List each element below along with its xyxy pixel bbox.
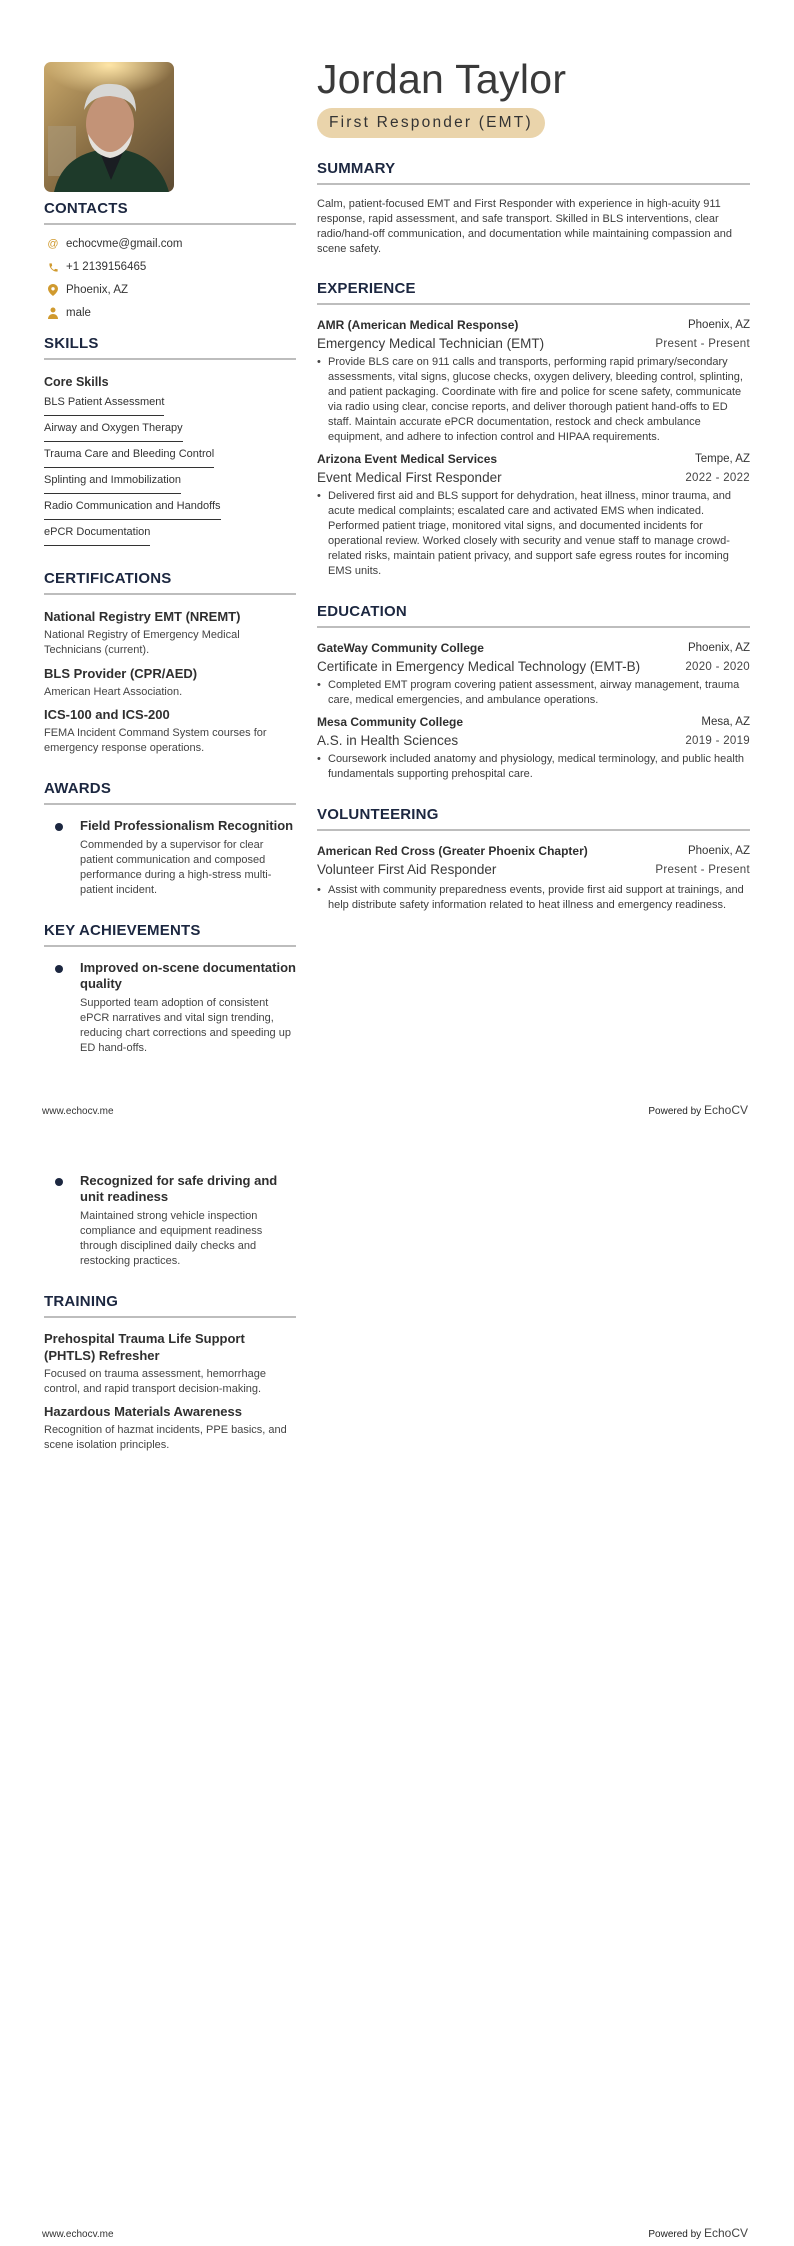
summary-text: Calm, patient-focused EMT and First Responder with experience in high-acuity 911 response, rapid assessment, and safe transport. Skilled in BLS interventions, clear radio/hand-off communication, and documentation while maintaining compassion and scene safety.: [317, 198, 732, 255]
education-bullet: • Completed EMT program covering patient assessment, airway management, trauma care, medical emergencies, and ambulance operations.: [317, 678, 750, 708]
contact-phone-text: +1 2139156465: [66, 261, 147, 273]
achievement-item: [44, 1173, 296, 1269]
volunteer-dates: Present - Present: [655, 864, 750, 876]
skill-item: Airway and Oxygen Therapy: [44, 420, 183, 442]
achievement-item: [44, 960, 296, 1056]
profile-photo: [44, 62, 174, 192]
training-title: Hazardous Materials Awareness: [44, 1404, 242, 1419]
education-dates: 2019 - 2019: [685, 735, 750, 747]
footer-site-link[interactable]: www.echocv.me: [42, 2229, 114, 2240]
contact-email[interactable]: [44, 236, 296, 252]
volunteering-entry: [317, 843, 750, 913]
employer-name: Arizona Event Medical Services: [317, 452, 498, 466]
employer-location: Phoenix, AZ: [687, 319, 750, 331]
brand-logo-text: EchoCV: [703, 2226, 748, 2240]
contact-location: [44, 282, 296, 298]
volunteer-location: Phoenix, AZ: [687, 845, 750, 857]
training-desc: Recognition of hazmat incidents, PPE basics, and scene isolation principles.: [44, 1424, 287, 1451]
footer-powered-by[interactable]: [648, 2226, 748, 2240]
education-heading: EDUCATION: [317, 603, 750, 628]
skills-list: [44, 394, 296, 550]
employer-name: AMR (American Medical Response): [317, 318, 519, 332]
job-dates: Present - Present: [655, 338, 750, 350]
achievements-heading: KEY ACHIEVEMENTS: [44, 922, 296, 947]
contact-phone[interactable]: [44, 259, 296, 275]
education-entry: [317, 640, 750, 708]
left-column-continued: [44, 1173, 296, 1453]
cert-desc: National Registry of Emergency Medical Technicians (current).: [44, 629, 240, 656]
volunteer-bullet: • Assist with community preparedness events, provide first aid support at trainings, and help distribute safety information related to heat illness and emergency readiness.: [317, 883, 750, 913]
footer-site-link[interactable]: www.echocv.me: [42, 1106, 114, 1117]
powered-by-text: Powered by: [648, 1106, 702, 1117]
cert-desc: American Heart Association.: [44, 686, 183, 698]
volunteer-role: Volunteer First Aid Responder: [317, 862, 497, 877]
contact-gender: [44, 305, 296, 321]
skill-item: ePCR Documentation: [44, 524, 150, 546]
achievement-title: Recognized for safe driving and unit readiness: [80, 1173, 278, 1204]
training-title: Prehospital Trauma Life Support (PHTLS) Refresher: [44, 1331, 245, 1363]
award-title: Field Professionalism Recognition: [80, 818, 294, 833]
school-name: Mesa Community College: [317, 715, 464, 729]
school-location: Phoenix, AZ: [687, 642, 750, 654]
skill-item: Trauma Care and Bleeding Control: [44, 446, 214, 468]
bullet-dot-icon: [55, 965, 63, 973]
achievement-title: Improved on-scene documentation quality: [80, 960, 296, 991]
contact-location-text: Phoenix, AZ: [66, 284, 129, 296]
skills-group-title: Core Skills: [44, 375, 109, 389]
brand-logo-text: EchoCV: [703, 1103, 748, 1117]
right-column: [317, 56, 750, 913]
degree: Certificate in Emergency Medical Technology (EMT-B): [317, 659, 641, 674]
person-icon: [47, 307, 59, 319]
contacts-list: [44, 236, 296, 321]
location-pin-icon: [47, 284, 59, 296]
bullet-dot-icon: [55, 1178, 63, 1186]
job-title-badge: First Responder (EMT): [317, 108, 545, 138]
contact-gender-text: male: [66, 307, 91, 319]
certifications-list: [44, 608, 296, 756]
certifications-heading: CERTIFICATIONS: [44, 570, 296, 595]
school-location: Mesa, AZ: [701, 716, 750, 728]
employer-location: Tempe, AZ: [695, 453, 750, 465]
job-dates: 2022 - 2022: [685, 472, 750, 484]
skills-heading: SKILLS: [44, 335, 296, 360]
awards-heading: AWARDS: [44, 780, 296, 805]
cert-title: ICS-100 and ICS-200: [44, 707, 170, 722]
candidate-name: Jordan Taylor: [317, 56, 567, 102]
degree: A.S. in Health Sciences: [317, 733, 459, 748]
training-heading: TRAINING: [44, 1293, 296, 1318]
award-desc: Commended by a supervisor for clear patient communication and composed performance during a high-stress multi-patient incident.: [80, 839, 272, 896]
experience-entry: [317, 317, 750, 445]
cert-desc: FEMA Incident Command System courses for emergency response operations.: [44, 727, 267, 754]
education-entry: [317, 714, 750, 782]
contact-email-text: echocvme@gmail.com: [66, 238, 183, 250]
experience-heading: EXPERIENCE: [317, 280, 750, 305]
job-bullet: • Provide BLS care on 911 calls and transports, performing rapid primary/secondary assessments, vital signs, glucose checks, oxygen delivery, bleeding control, splinting, and patient packaging. Coordinate with fire and police for scene safety, communicate via radio using clear, concise reports, and deliver thorough patient hand-offs to ED staff. Maintain accurate ePCR documentation, restock and check ambulance equipment, and adhere to infection control and HIPAA requirements.: [317, 355, 750, 445]
resume-page-2: [0, 1123, 794, 2246]
summary-heading: SUMMARY: [317, 160, 750, 185]
skill-item: Splinting and Immobilization: [44, 472, 181, 494]
school-name: GateWay Community College: [317, 641, 484, 655]
phone-icon: [47, 261, 59, 273]
volunteer-org: American Red Cross (Greater Phoenix Chapter): [317, 844, 588, 858]
at-icon: @: [47, 238, 59, 250]
training-desc: Focused on trauma assessment, hemorrhage control, and rapid transport decision-making.: [44, 1368, 266, 1395]
job-role: Event Medical First Responder: [317, 470, 502, 485]
training-list: [44, 1330, 296, 1453]
education-bullet: • Coursework included anatomy and physiology, medical terminology, and public health fundamentals supporting prehospital care.: [317, 752, 750, 782]
skill-item: Radio Communication and Handoffs: [44, 498, 221, 520]
award-item: [44, 818, 296, 898]
education-dates: 2020 - 2020: [685, 661, 750, 673]
contacts-heading: CONTACTS: [44, 200, 296, 225]
left-column: [44, 62, 296, 1056]
cert-title: National Registry EMT (NREMT): [44, 609, 241, 624]
powered-by-text: Powered by: [648, 2229, 702, 2240]
bullet-dot-icon: [55, 823, 63, 831]
achievement-desc: Supported team adoption of consistent ePCR narratives and vital sign trending, reducing chart corrections and speeding up ED hand-offs.: [80, 997, 291, 1054]
job-bullet: • Delivered first aid and BLS support for dehydration, heat illness, minor trauma, and acute medical complaints; escalated care and activated EMS when indicated. Performed patient triage, monitored vital signs, and documented incidents for operational review. Worked closely with security and venue staff to manage crowd-related risks, maintain patient privacy, and support safe egress routes for incoming EMS units.: [317, 489, 750, 579]
achievement-desc: Maintained strong vehicle inspection compliance and equipment readiness through disciplined daily checks and restocking practices.: [80, 1210, 263, 1267]
cert-title: BLS Provider (CPR/AED): [44, 666, 198, 681]
volunteering-heading: VOLUNTEERING: [317, 806, 750, 831]
skill-item: BLS Patient Assessment: [44, 394, 164, 416]
job-role: Emergency Medical Technician (EMT): [317, 336, 545, 351]
experience-entry: [317, 451, 750, 579]
footer-powered-by[interactable]: [648, 1103, 748, 1117]
